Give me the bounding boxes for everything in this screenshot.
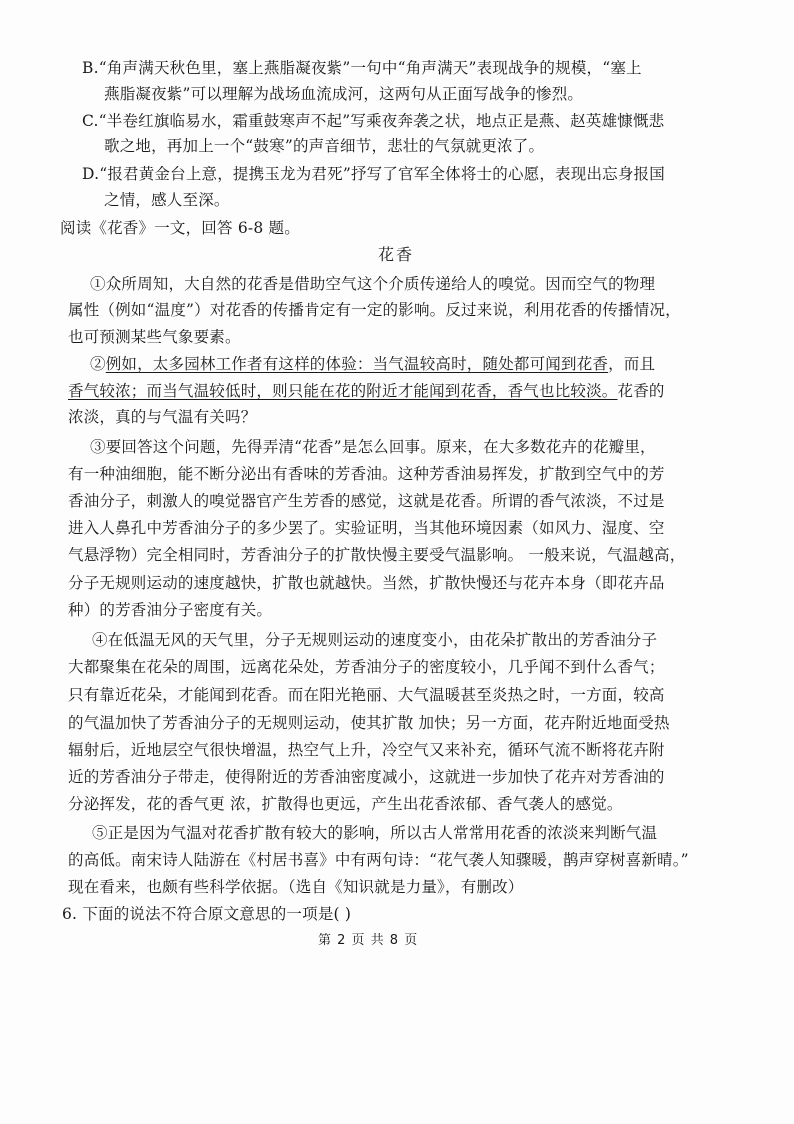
p2-line3: 浓淡，真的与气温有关吗？ <box>68 408 257 426</box>
p4-line1: ④在低温无风的天气里，分子无规则运动的速度变小，由花朵扩散出的芳香油分子 <box>92 631 658 649</box>
option-d-line1: D.“报君黄金台上意，提携玉龙为君死”抒写了官军全体将士的心愿，表现出忘身报国 <box>82 165 665 183</box>
article-title: 花香 <box>378 245 415 264</box>
option-c-line1: C.“半卷红旗临易水，霜重鼓寒声不起”写乘夜奔袭之状，地点正是燕、赵英雄慷慨悲 <box>82 112 665 130</box>
p3-line4: 进入人鼻孔中芳香油分子的多少罢了。实验证明，当其他环境因素（如风力、湿度、空 <box>68 519 665 537</box>
p3-line6: 分子无规则运动的速度越快，扩散也就越快。当然，扩散快慢还与花卉本身（即花卉品 <box>68 574 665 592</box>
p1-line3: 也可预测某些气象要素。 <box>68 328 241 346</box>
p3-line7: 种）的芳香油分子密度有关。 <box>68 601 273 619</box>
p3-line1: ③要回答这个问题，先得弄清“花香”是怎么回事。原来，在大多数花卉的花瓣里， <box>90 438 656 456</box>
p3-line5: 气悬浮物）完全相同时，芳香油分子的扩散快慢主要受气温影响。 一般来说，气温越高， <box>68 546 686 564</box>
p5-line1: ⑤正是因为气温对花香扩散有较大的影响，所以古人常常用花香的浓淡来判断气温 <box>92 824 658 842</box>
p2-line1 <box>90 354 655 374</box>
p2-line2-tail: 花香的 <box>617 382 665 400</box>
p5-line3: 现在看来，也颇有些科学依据。（选自《知识就是力量》，有删改） <box>68 878 524 896</box>
p2-underlined-2: 香气较浓；而当气温较低时，则只能在花的附近才能闻到花香，香气也比较淡。 <box>68 382 618 400</box>
option-b-line2: 燕脂凝夜紫”可以理解为战场血流成河，这两句从正面写战争的惨烈。 <box>104 85 584 103</box>
p2-line2 <box>68 381 665 401</box>
p4-line7: 分泌挥发，花的香气更 浓，扩散得也更远，产生出花香浓郁、香气袭人的感觉。 <box>68 795 623 813</box>
p5-line2: 的高低。南宋诗人陆游在《村居书喜》中有两句诗：“花气袭人知骤暖，鹊声穿树喜新晴。” <box>68 851 689 869</box>
option-b-line1: B.“角声满天秋色里，塞上燕脂凝夜紫”一句中“角声满天”表现战争的规模，“塞上 <box>82 59 642 77</box>
option-c-line2: 歌之地，再加上一个“鼓寒”的声音细节，悲壮的气氛就更浓了。 <box>104 137 545 155</box>
p4-line3: 只有靠近花朵，才能闻到花香。而在阳光艳丽、大气温暖甚至炎热之时，一方面，较高 <box>68 686 665 704</box>
p4-line5: 辐射后，近地层空气很快增温，热空气上升，冷空气又来补充，循环气流不断将花卉附 <box>68 741 665 759</box>
p4-line6: 近的芳香油分子带走，使得附近的芳香油密度减小，这就进一步加快了花卉对芳香油的 <box>68 768 665 786</box>
p1-line2: 属性（例如“温度”）对花香的传播肯定有一定的影响。反过来说，利用花香的传播情况， <box>68 301 681 319</box>
p4-line4: 的气温加快了芳香油分子的无规则运动，使其扩散 加快；另一方面，花卉附近地面受热 <box>68 714 670 732</box>
reading-instruction: 阅读《花香》一文，回答 6-8 题。 <box>60 219 300 237</box>
p2-underlined-1: 例如，太多园林工作者有这样的体验：当气温较高时，随处都可闻到花香 <box>105 355 609 373</box>
p2-line1-tail: ，而且 <box>608 355 656 373</box>
question-6: 6. 下面的说法不符合原文意思的一项是( ) <box>62 905 352 923</box>
p3-line2: 有一种油细胞，能不断分泌出有香味的芳香油。这种芳香油易挥发，扩散到空气中的芳 <box>68 465 665 483</box>
option-d-line2: 之情，感人至深。 <box>104 191 230 209</box>
p3-line3: 香油分子，刺激人的嗅觉器官产生芳香的感觉，这就是花香。所谓的香气浓淡，不过是 <box>68 492 665 510</box>
p2-marker: ② <box>90 355 106 373</box>
p1-line1: ①众所周知，大自然的花香是借助空气这个介质传递给人的嗅觉。因而空气的物理 <box>90 275 656 293</box>
page-footer: 第 2 页 共 8 页 <box>318 933 419 948</box>
p4-line2: 大都聚集在花朵的周围，远离花朵处，芳香油分子的密度较小，几乎闻不到什么香气； <box>68 658 665 676</box>
